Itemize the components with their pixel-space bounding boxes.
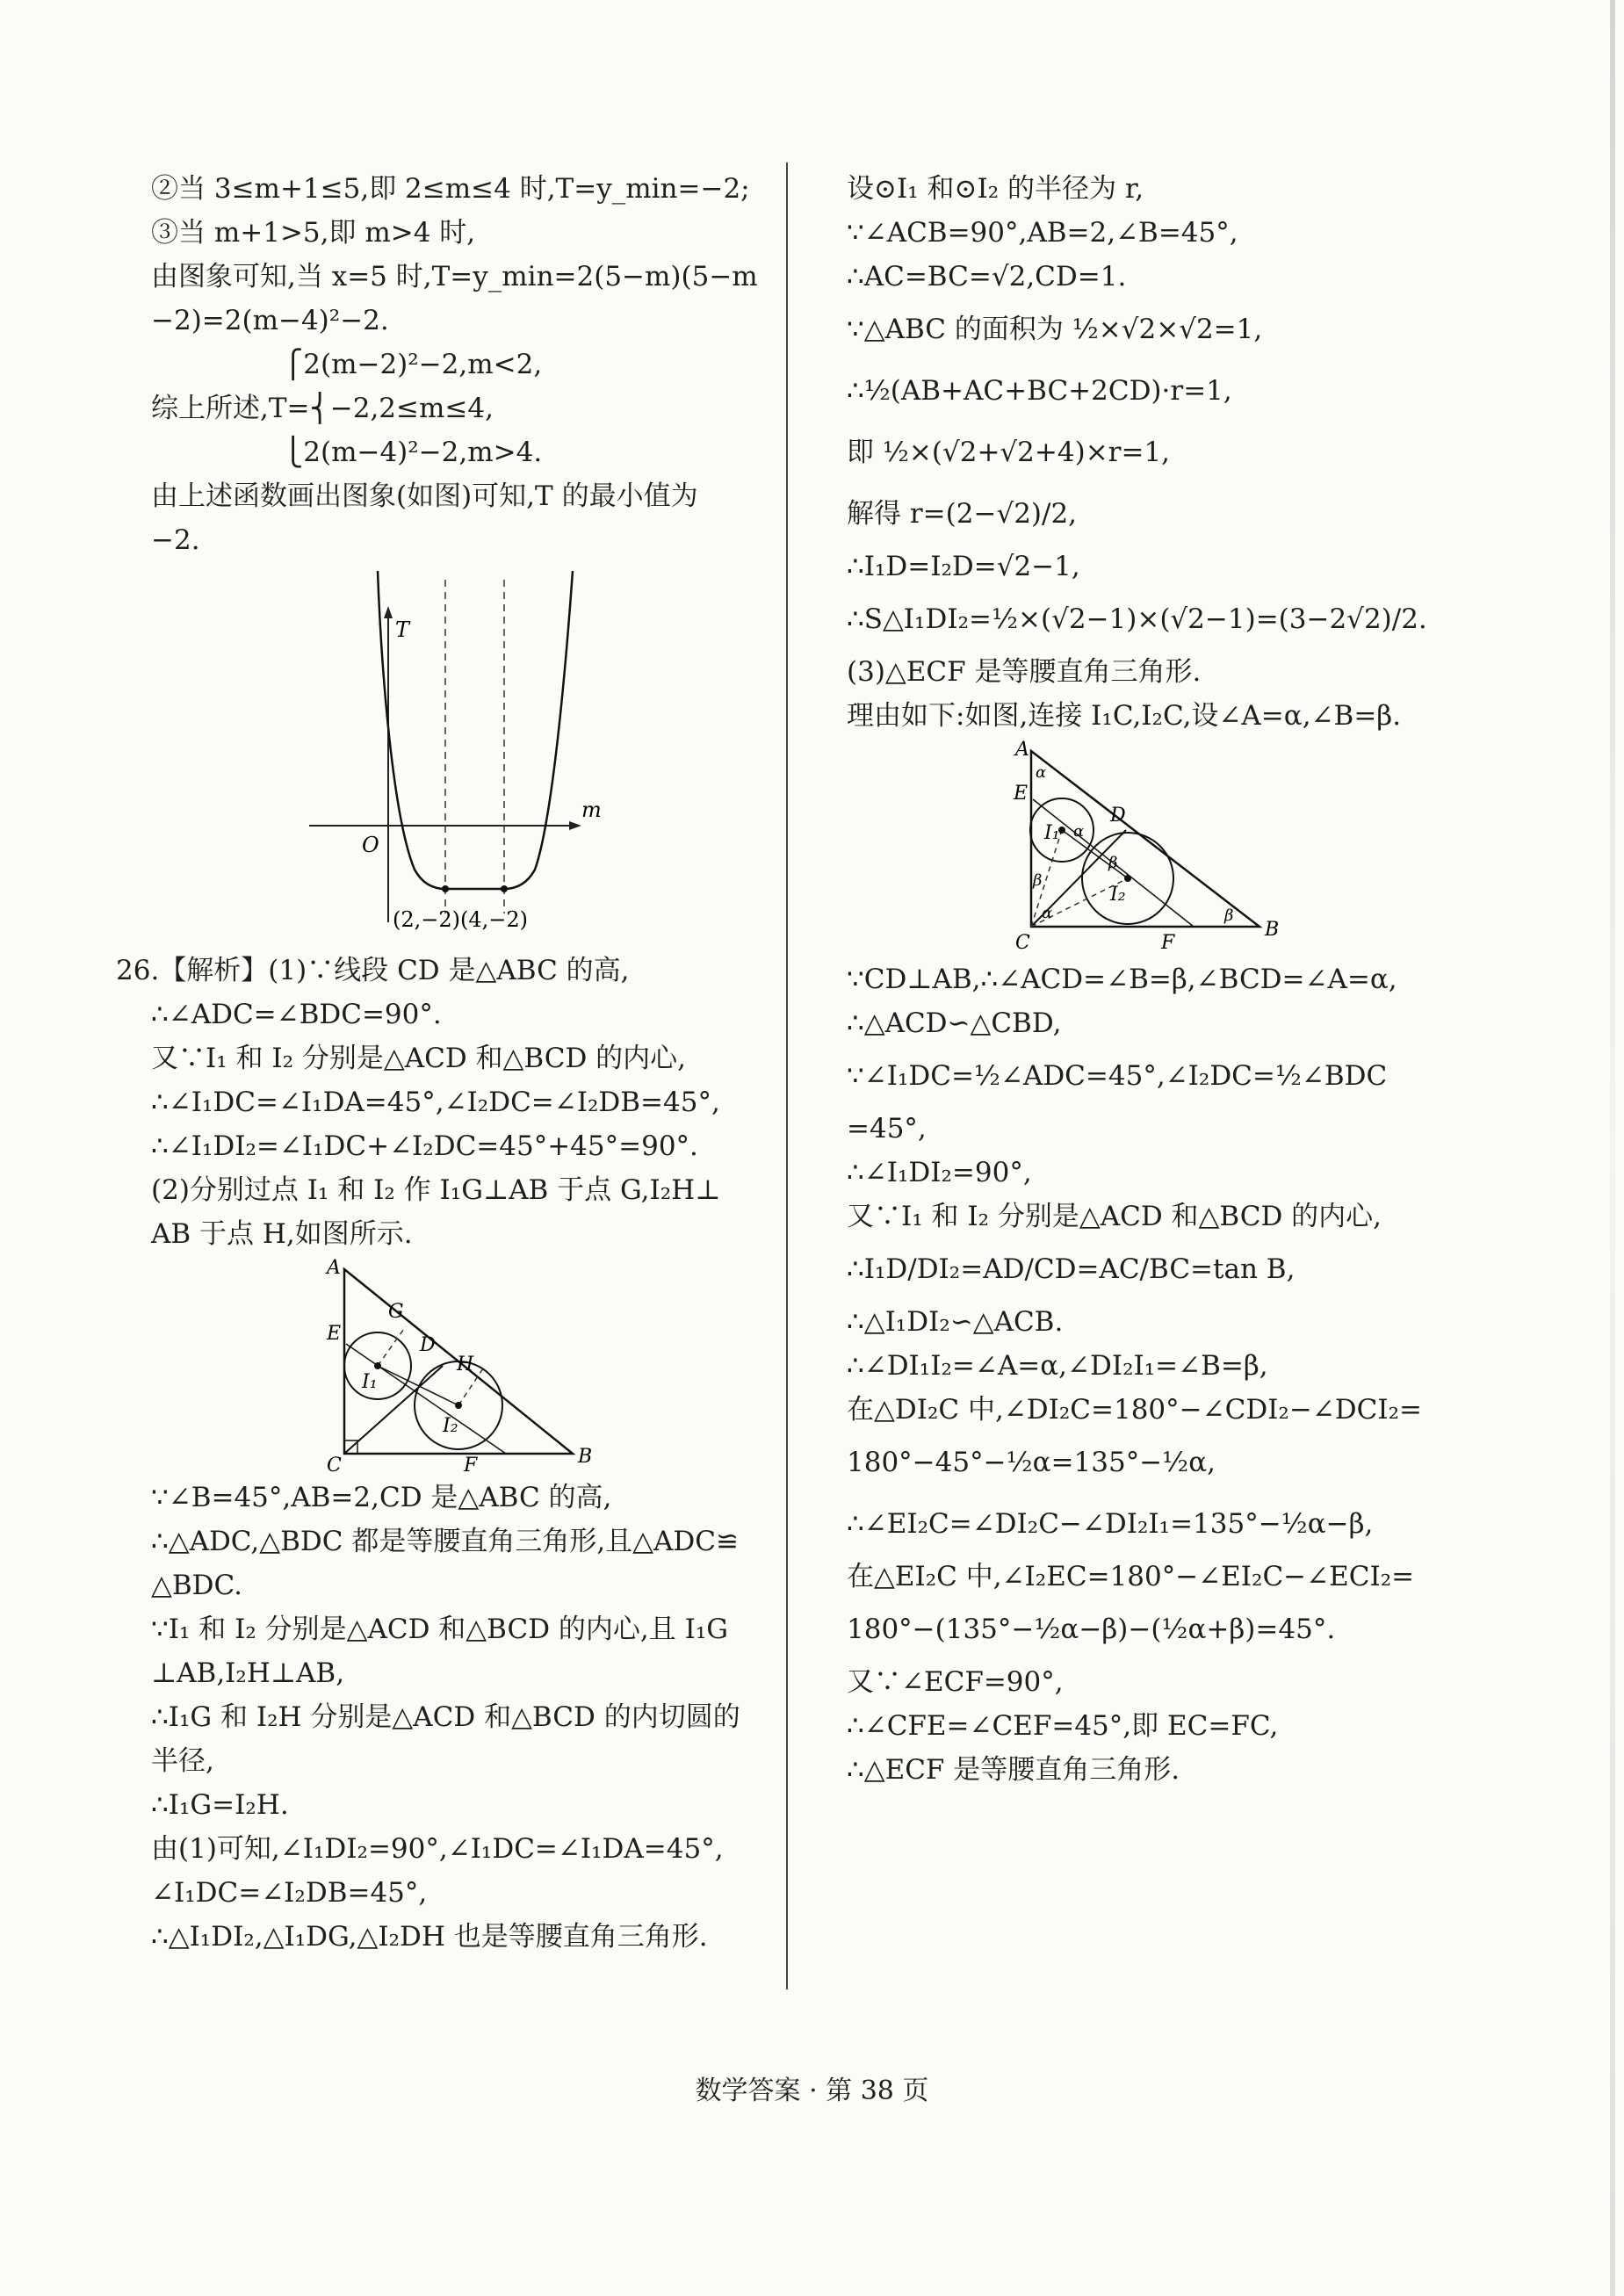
text-line: 180°−45°−½α=135°−½α, (847, 1447, 1216, 1478)
text-line: ∴∠ADC=∠BDC=90°. (151, 999, 442, 1030)
function-graph (151, 562, 766, 949)
text-line: ∴AC=BC=√2,CD=1. (847, 261, 1127, 292)
left-text-block-b2 (151, 993, 766, 1256)
text-line: ∴∠I₁DI₂=90°, (847, 1157, 1032, 1188)
text-line: ⎩2(m−4)²−2,m>4. (283, 437, 543, 468)
text-line: 在△DI₂C 中,∠DI₂C=180°−∠CDI₂−∠DCI₂= (847, 1394, 1423, 1426)
text-line: ∴△ACD∽△CBD, (847, 1007, 1062, 1039)
text-line: (2)分别过点 I₁ 和 I₂ 作 I₁G⊥AB 于点 G,I₂H⊥ (151, 1174, 721, 1206)
left-text-block-b (116, 949, 766, 993)
fig1-label-d: D (420, 1334, 436, 1356)
fig2-label-f: F (1161, 932, 1175, 954)
right-text-block-b (847, 957, 1462, 1792)
text-line: 由(1)可知,∠I₁DI₂=90°,∠I₁DC=∠I₁DA=45°, (151, 1833, 724, 1865)
graph-m-label: m (581, 798, 602, 822)
graph-origin-label: O (362, 833, 379, 857)
text-line: ∴∠DI₁I₂=∠A=α,∠DI₂I₁=∠B=β, (847, 1350, 1268, 1382)
fig2-label-a: A (1015, 739, 1029, 761)
fig1-label-f: F (464, 1455, 478, 1476)
text-line: ∴I₁G=I₂H. (151, 1789, 289, 1821)
text-line: AB 于点 H,如图所示. (151, 1218, 413, 1250)
right-text-block-a (847, 167, 1462, 738)
text-line: 由图象可知,当 x=5 时,T=y_min=2(5−m)(5−m (151, 261, 758, 292)
left-text-block-c (151, 1476, 766, 1959)
text-line: ∴I₁G 和 I₂H 分别是△ACD 和△BCD 的内切圆的 (151, 1701, 740, 1733)
right-column (847, 167, 1462, 1792)
text-line: ∴∠I₁DC=∠I₁DA=45°,∠I₂DC=∠I₂DB=45°, (151, 1087, 720, 1118)
text-line: ∴△I₁DI₂∽△ACB. (847, 1306, 1064, 1338)
column-divider (786, 162, 788, 1989)
text-line: ∠I₁DC=∠I₂DB=45°, (151, 1877, 428, 1909)
fig2-label-i1: I₁ (1044, 822, 1060, 844)
fig2-angle-beta-b: β (1224, 906, 1234, 925)
text-line: 由上述函数画出图象(如图)可知,T 的最小值为 (151, 480, 698, 512)
text-line: ∴I₁D=I₂D=√2−1, (847, 551, 1080, 582)
text-line: ∵∠ACB=90°,AB=2,∠B=45°, (847, 217, 1238, 249)
text-line: −2)=2(m−4)²−2. (151, 305, 389, 336)
text-line: −2. (151, 524, 200, 556)
text-line: ∴∠CFE=∠CEF=45°,即 EC=FC, (847, 1710, 1279, 1742)
text-line: =45°, (847, 1113, 927, 1144)
text-line: ∵∠I₁DC=½∠ADC=45°,∠I₂DC=½∠BDC (847, 1060, 1388, 1092)
text-line: 在△EI₂C 中,∠I₂EC=180°−∠EI₂C−∠ECI₂= (847, 1561, 1415, 1592)
text-line: 解得 r=(2−√2)/2, (847, 498, 1078, 530)
text-line: ∴I₁D/DI₂=AD/CD=AC/BC=tan B, (847, 1253, 1296, 1285)
text-line: ∴∠EI₂C=∠DI₂C−∠DI₂I₁=135°−½α−β, (847, 1508, 1374, 1540)
fig1-label-c: C (327, 1455, 342, 1476)
text-line: 180°−(135°−½α−β)−(½α+β)=45°. (847, 1614, 1336, 1645)
text-line: ∴½(AB+AC+BC+2CD)·r=1, (847, 375, 1232, 407)
fig1-label-i2: I₂ (443, 1415, 458, 1437)
left-text-block-a (151, 167, 766, 562)
fig1-label-b: B (578, 1446, 593, 1468)
fig1-label-g: G (388, 1301, 404, 1323)
text-line: ③当 m+1>5,即 m>4 时, (151, 217, 476, 249)
text-line: ⊥AB,I₂H⊥AB, (151, 1657, 345, 1689)
text-line: 26.【解析】(1)∵线段 CD 是△ABC 的高, (116, 955, 630, 986)
geometry-figure-2 (847, 738, 1462, 957)
page-edge-shadow (1610, 0, 1615, 2296)
text-line: ②当 3≤m+1≤5,即 2≤m≤4 时,T=y_min=−2; (151, 173, 750, 205)
text-line: ∴∠I₁DI₂=∠I₁DC+∠I₂DC=45°+45°=90°. (151, 1130, 698, 1162)
fig2-label-e: E (1014, 783, 1029, 805)
text-line: 又∵I₁ 和 I₂ 分别是△ACD 和△BCD 的内心, (847, 1201, 1382, 1232)
left-column (116, 167, 766, 1959)
fig2-angle-alpha-a: α (1036, 763, 1047, 782)
fig2-label-d: D (1110, 805, 1126, 827)
text-line: ∵△ABC 的面积为 ½×√2×√2=1, (847, 314, 1263, 345)
fig2-angle-beta-i2: β (1108, 854, 1118, 872)
text-line: △BDC. (151, 1570, 242, 1601)
fig2-angle-beta-c: β (1033, 871, 1043, 890)
fig1-label-a: A (327, 1257, 341, 1279)
text-line: ∴△ECF 是等腰直角三角形. (847, 1754, 1180, 1786)
fig2-label-c: C (1015, 932, 1030, 954)
fig1-label-i1: I₁ (362, 1371, 378, 1393)
graph-t-label: T (395, 617, 410, 642)
text-line: 综上所述,T=⎨−2,2≤m≤4, (151, 393, 494, 424)
text-line: ∴S△I₁DI₂=½×(√2−1)×(√2−1)=(3−2√2)/2. (847, 603, 1427, 635)
fig2-label-b: B (1265, 919, 1280, 941)
page-footer: 数学答案 · 第 38 页 (695, 2076, 929, 2106)
text-line: ∵∠B=45°,AB=2,CD 是△ABC 的高, (151, 1482, 612, 1513)
text-line: ∵I₁ 和 I₂ 分别是△ACD 和△BCD 的内心,且 I₁G (151, 1614, 729, 1645)
fig2-angle-alpha-i1: α (1073, 822, 1085, 841)
text-line: 又∵I₁ 和 I₂ 分别是△ACD 和△BCD 的内心, (151, 1043, 687, 1074)
text-line: 理由如下:如图,连接 I₁C,I₂C,设∠A=α,∠B=β. (847, 700, 1402, 732)
text-line: 半径, (151, 1745, 214, 1777)
text-line: ∴△ADC,△BDC 都是等腰直角三角形,且△ADC≌ (151, 1526, 739, 1557)
fig1-label-e: E (327, 1323, 342, 1345)
text-line: ∴△I₁DI₂,△I₁DG,△I₂DH 也是等腰直角三角形. (151, 1921, 708, 1953)
text-line: 设⊙I₁ 和⊙I₂ 的半径为 r, (847, 173, 1144, 205)
text-line: (3)△ECF 是等腰直角三角形. (847, 656, 1202, 688)
text-line: ⎧2(m−2)²−2,m<2, (283, 349, 543, 380)
fig1-label-h: H (457, 1354, 474, 1375)
geometry-figure-1 (151, 1256, 766, 1476)
fig2-label-i2: I₂ (1110, 884, 1126, 906)
graph-points-label: (2,−2)(4,−2) (393, 907, 529, 932)
text-line: ∵CD⊥AB,∴∠ACD=∠B=β,∠BCD=∠A=α, (847, 964, 1397, 995)
text-line: 又∵∠ECF=90°, (847, 1666, 1064, 1698)
fig2-angle-alpha-c: α (1042, 904, 1053, 922)
text-line: 即 ½×(√2+√2+4)×r=1, (847, 437, 1171, 468)
